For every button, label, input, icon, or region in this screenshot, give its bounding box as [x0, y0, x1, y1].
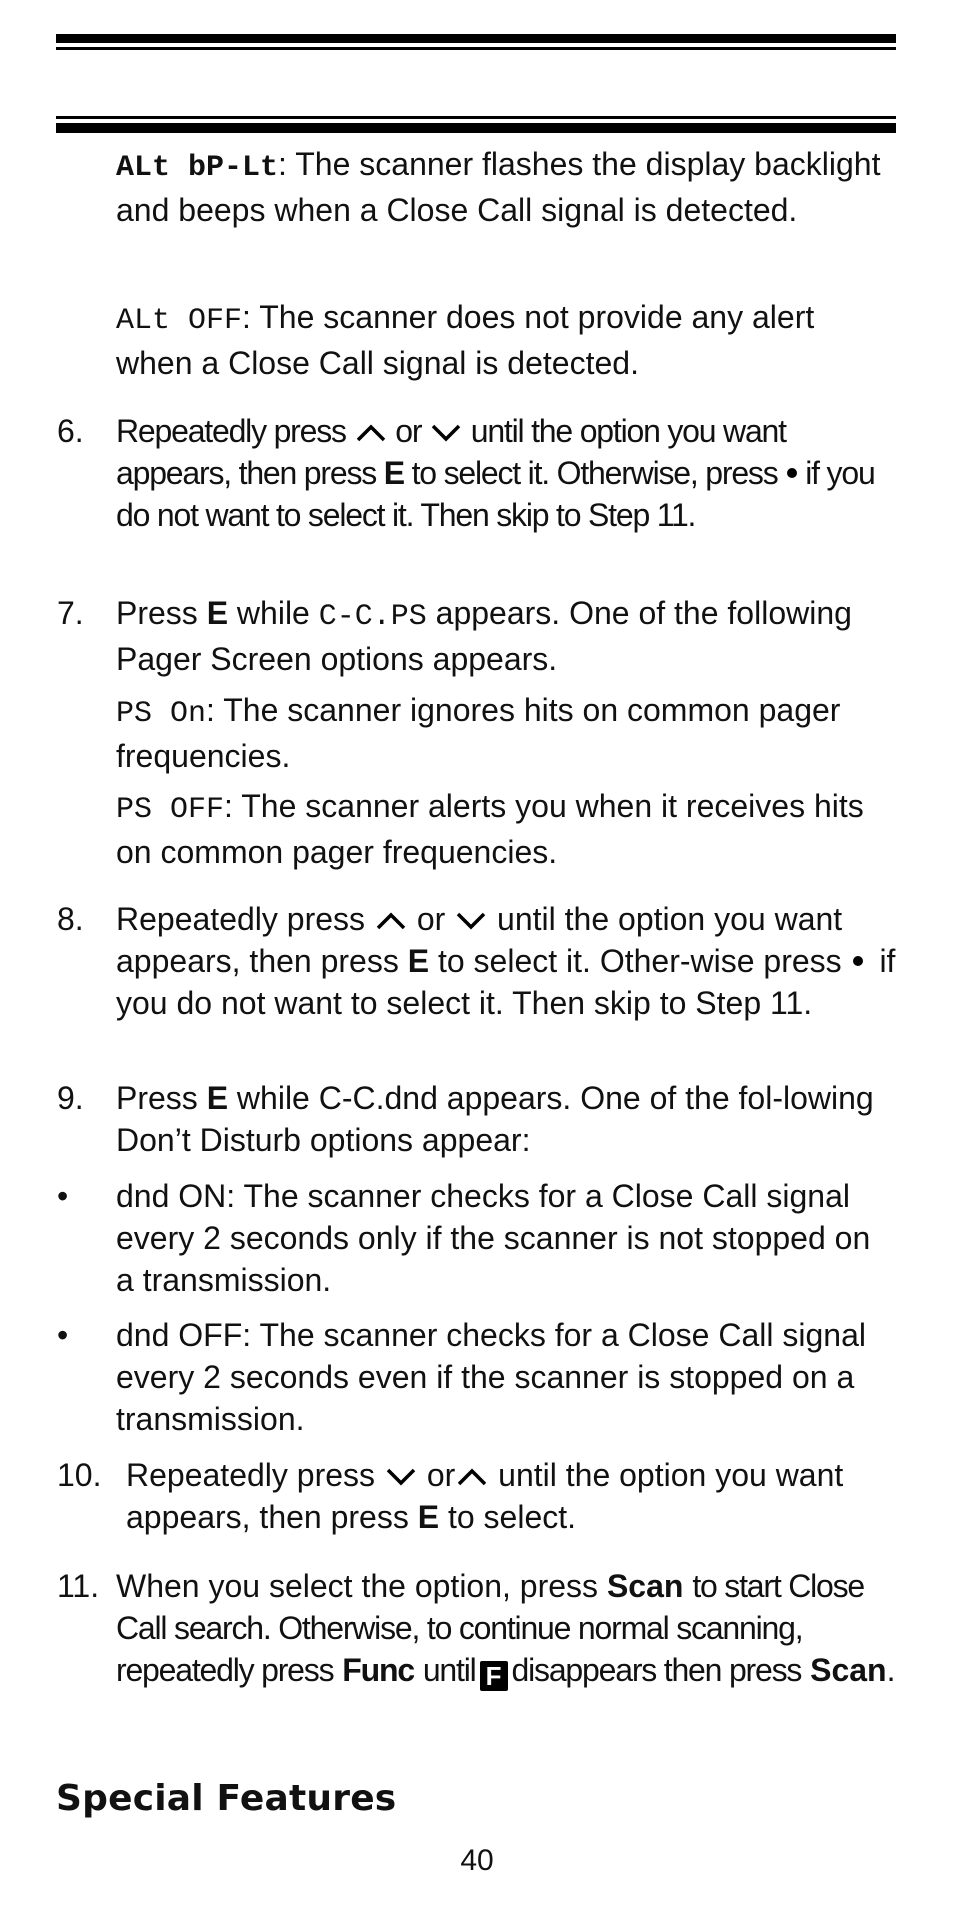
step-number: 6.: [57, 413, 84, 449]
down-arrow-icon: [429, 421, 463, 443]
step-text: .: [886, 1652, 896, 1688]
step-text: while C-C.dnd appears. One of the fol-lowing Don’t Disturb options appear:: [116, 1080, 874, 1158]
step-number: 11.: [57, 1568, 100, 1604]
up-arrow-icon: [354, 421, 388, 443]
option-description: : The scanner does not provide any alert when a Close Call signal is detected.: [116, 299, 815, 381]
step-9: [116, 1077, 896, 1161]
step-text: When you select the option, press: [116, 1568, 599, 1604]
section-title: Special Features: [56, 1778, 397, 1819]
dot-key-icon: [787, 468, 797, 478]
top-rule-thin-2: [56, 116, 896, 119]
option-code: ALt bP-Lt: [116, 151, 279, 185]
step-text: Repeatedly press: [116, 413, 346, 449]
top-rule-thick-2: [56, 123, 896, 133]
step-10: [126, 1454, 896, 1538]
function-indicator-icon: F: [480, 1661, 508, 1691]
step-text: Press: [116, 1080, 198, 1116]
step-text: to select it. Other-wise press: [437, 943, 842, 979]
bullet-item-dnd-off: dnd OFF: The scanner checks for a Close Call signal every 2 seconds even if the scanner is stopped on a transmission.: [116, 1317, 866, 1437]
step-text: Press: [116, 595, 198, 631]
step-11: [116, 1565, 896, 1691]
step-7: [116, 592, 896, 680]
step-text: to start Close Call search. Otherwise, to continue normal scanning, repeatedly press: [116, 1568, 865, 1688]
option-description: : The scanner flashes the display backlight and beeps when a Close Call signal is detected.: [116, 146, 881, 228]
step-text: if you do not want to select it. Then skip to Step 11.: [116, 455, 875, 533]
step-text: while: [236, 595, 310, 631]
top-rule-thin-1: [56, 47, 896, 50]
step-text: or: [416, 901, 446, 937]
option-description: : The scanner alerts you when it receives hits on common pager frequencies.: [116, 788, 864, 870]
step-text: to select it. Otherwise, press: [411, 455, 778, 491]
step-text: or: [426, 1457, 456, 1493]
key-label: E: [417, 1499, 440, 1535]
step-text: until the option you want appears, then press: [126, 1457, 844, 1535]
step-number: 9.: [57, 1080, 84, 1116]
bullet-mark: •: [57, 1317, 69, 1353]
option-ps-off: [116, 785, 896, 873]
step-text: Repeatedly press: [126, 1457, 376, 1493]
step-number: 10.: [57, 1457, 102, 1493]
key-label: E: [407, 943, 430, 979]
step-text: appears. One of the following Pager Screen options appears.: [116, 595, 852, 677]
display-code: C-C.PS: [318, 600, 427, 634]
step-text: until the option you want appears, then press: [116, 901, 843, 979]
option-ps-on: [116, 689, 896, 777]
key-label: E: [383, 455, 404, 491]
key-label: Scan: [810, 1652, 887, 1688]
page-number: 40: [460, 1844, 494, 1877]
key-label: E: [206, 595, 229, 631]
option-alt-off: [116, 296, 896, 384]
down-arrow-icon: [384, 1465, 418, 1487]
down-arrow-icon: [454, 909, 488, 931]
option-code: PS OFF: [116, 793, 225, 827]
step-number: 7.: [57, 595, 84, 631]
step-6: [116, 410, 896, 536]
bullet-item-dnd-on: dnd ON: The scanner checks for a Close Call signal every 2 seconds only if the scanner is not stopped on a transmission.: [116, 1178, 871, 1298]
step-text: until: [422, 1652, 476, 1688]
step-number: 8.: [57, 901, 84, 937]
step-text: if you do not want to select it. Then skip to Step 11.: [116, 943, 896, 1021]
step-text: until the option you want appears, then press: [116, 413, 786, 491]
bullet-mark: •: [57, 1178, 69, 1214]
step-text: to select.: [447, 1499, 577, 1535]
option-code: PS On: [116, 697, 207, 731]
key-label: E: [206, 1080, 229, 1116]
option-code: ALt OFF: [116, 304, 243, 338]
up-arrow-icon: [455, 1465, 489, 1487]
option-description: : The scanner ignores hits on common pager frequencies.: [116, 692, 841, 774]
step-text: or: [395, 413, 422, 449]
step-text: disappears then press: [511, 1652, 802, 1688]
dot-key-icon: [853, 956, 863, 966]
up-arrow-icon: [374, 909, 408, 931]
top-rule-thick-1: [56, 34, 896, 43]
key-label: Scan: [606, 1568, 684, 1604]
step-8: [116, 898, 896, 1024]
step-text: Repeatedly press: [116, 901, 366, 937]
key-label: Func: [342, 1652, 414, 1688]
option-alt-bp-lt: [116, 143, 896, 231]
